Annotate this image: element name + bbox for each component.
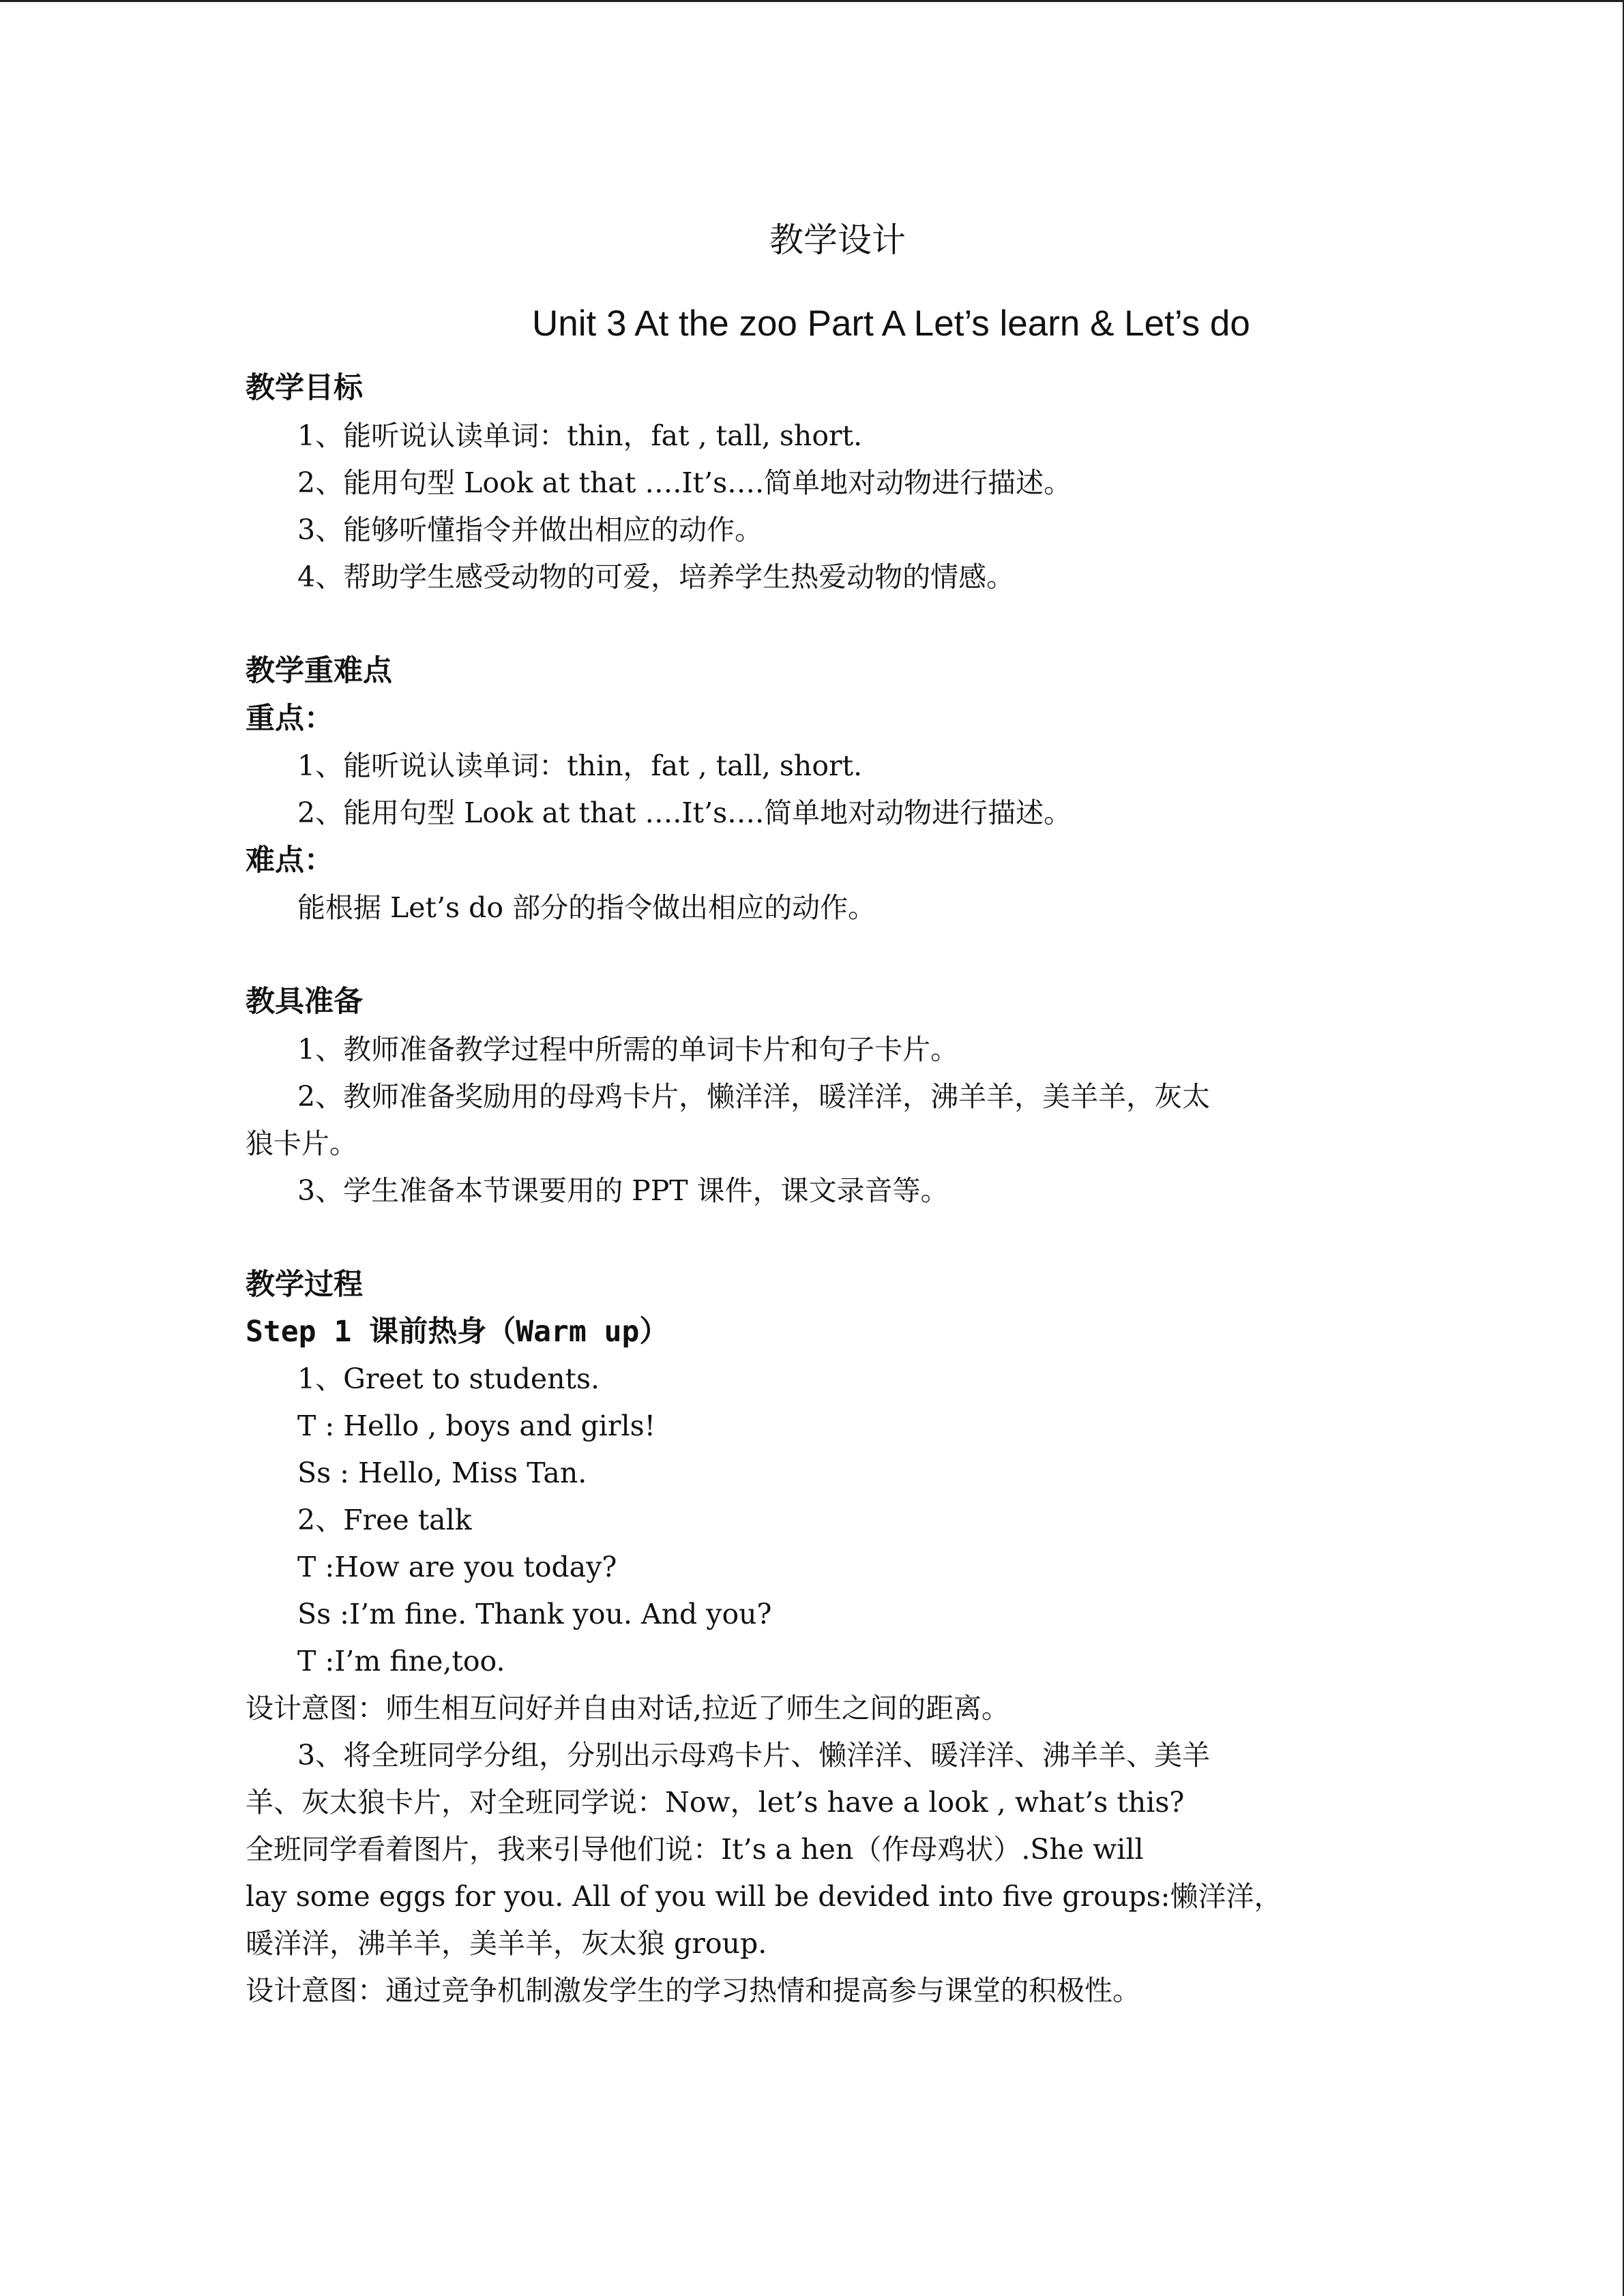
process-heading: 教学过程 — [246, 1268, 363, 1302]
key-points-heading: 教学重难点 — [246, 654, 392, 688]
process-line: 2、Free talk — [297, 1504, 472, 1536]
process-paragraph-line: 羊、灰太狼卡片，对全班同学说：Now，let’s have a look , what’s this? — [246, 1786, 1185, 1819]
process-paragraph-line: 3、将全班同学分组，分别出示母鸡卡片、懒洋洋、暖洋洋、沸羊羊、美羊 — [297, 1739, 1211, 1772]
materials-item-continuation: 狼卡片。 — [246, 1127, 357, 1160]
objective-item: 2、能用句型 Look at that ….It’s….简单地对动物进行描述。 — [297, 466, 1072, 499]
difficulty-label: 难点： — [246, 844, 334, 878]
objective-item: 4、帮助学生感受动物的可爱，培养学生热爱动物的情感。 — [297, 561, 1015, 593]
page-top-border — [0, 0, 1624, 2]
process-line: T :I’m fine,too. — [297, 1645, 505, 1678]
materials-item: 1、教师准备教学过程中所需的单词卡片和句子卡片。 — [297, 1033, 959, 1066]
process-paragraph-line: 全班同学看着图片，我来引导他们说：It’s a hen（作母鸡状）.She will — [246, 1833, 1144, 1866]
materials-heading: 教具准备 — [246, 985, 363, 1019]
focus-item: 1、能听说认读单词：thin，fat , tall, short. — [297, 749, 863, 782]
step1-heading: Step 1 课前热身（Warm up） — [246, 1315, 669, 1349]
process-line: 1、Greet to students. — [297, 1362, 600, 1395]
focus-item: 2、能用句型 Look at that ….It’s….简单地对动物进行描述。 — [297, 796, 1072, 829]
process-line: Ss :I’m fine. Thank you. And you? — [297, 1598, 772, 1630]
document-title: 教学设计 — [769, 220, 906, 260]
objective-item: 1、能听说认读单词：thin，fat , tall, short. — [297, 419, 863, 452]
materials-item: 2、教师准备奖励用的母鸡卡片，懒洋洋，暖洋洋，沸羊羊，美羊羊，灰太 — [297, 1080, 1211, 1113]
design-intent: 设计意图：师生相互问好并自由对话,拉近了师生之间的距离。 — [246, 1692, 1010, 1725]
process-paragraph-line: 暖洋洋，沸羊羊，美羊羊，灰太狼 group. — [246, 1927, 767, 1960]
document-subtitle: Unit 3 At the zoo Part A Let’s learn & Let’s do — [532, 303, 1250, 344]
focus-label: 重点： — [246, 702, 334, 736]
process-line: T : Hello , boys and girls! — [297, 1410, 656, 1442]
design-intent: 设计意图：通过竞争机制激发学生的学习热情和提高参与课堂的积极性。 — [246, 1974, 1140, 2007]
process-paragraph-line: lay some eggs for you. All of you will be devided into five groups:懒洋洋， — [246, 1880, 1282, 1913]
process-line: T :How are you today? — [297, 1551, 617, 1583]
difficulty-text: 能根据 Let’s do 部分的指令做出相应的动作。 — [297, 891, 876, 924]
objective-item: 3、能够听懂指令并做出相应的动作。 — [297, 513, 763, 546]
objectives-heading: 教学目标 — [246, 371, 363, 405]
process-line: Ss : Hello, Miss Tan. — [297, 1457, 587, 1489]
materials-item: 3、学生准备本节课要用的 PPT 课件，课文录音等。 — [297, 1174, 949, 1207]
